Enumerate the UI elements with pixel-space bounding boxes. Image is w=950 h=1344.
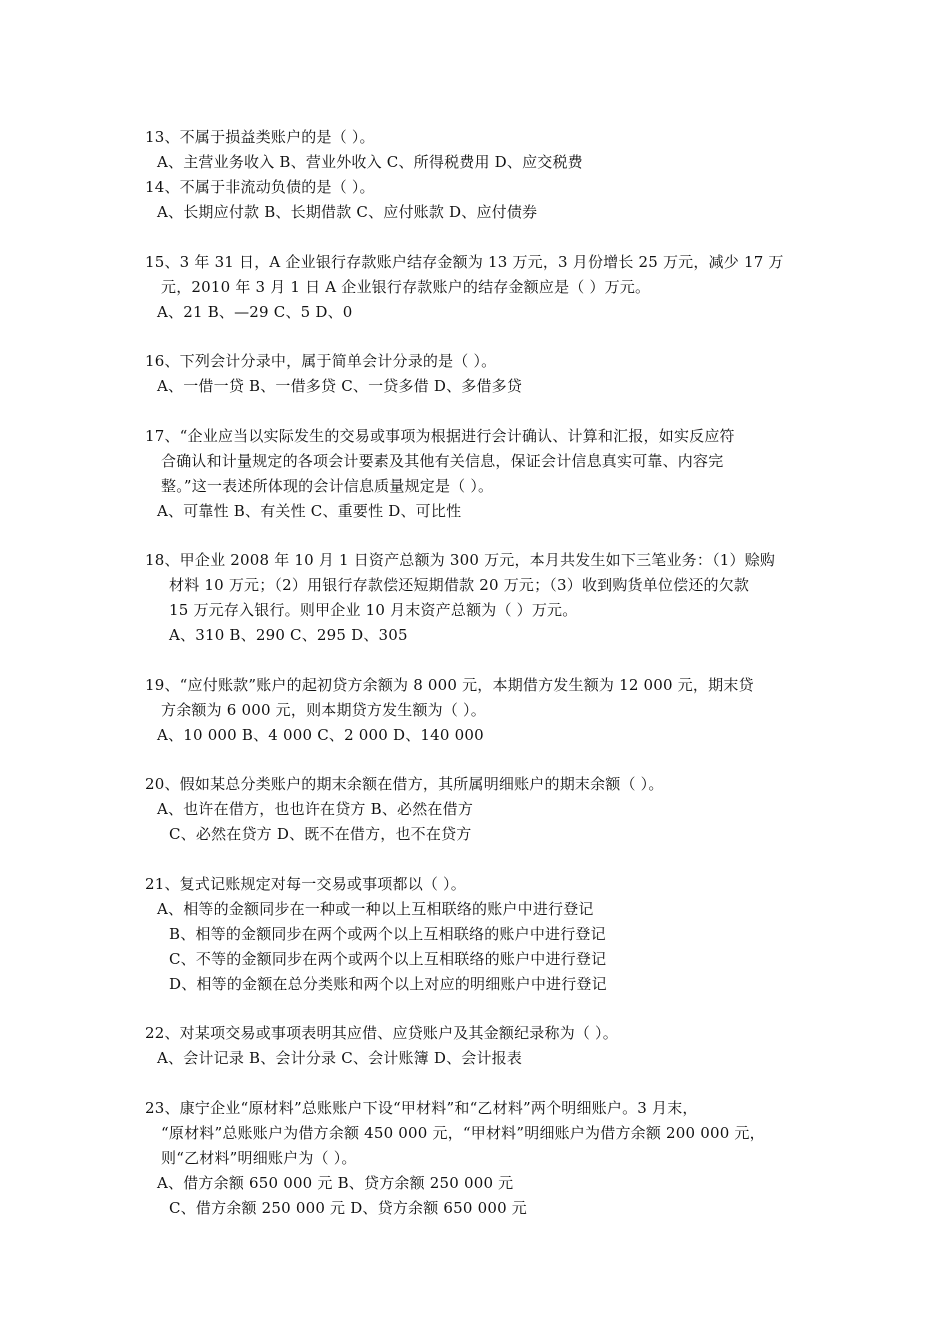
question-18-stem: 材料 10 万元；（2）用银行存款偿还短期借款 20 万元；（3）收到购货单位偿还的欠款	[169, 576, 750, 594]
question-17-options: A、可靠性 B、有关性 C、重要性 D、可比性	[157, 502, 462, 520]
question-17-stem: 17、“企业应当以实际发生的交易或事项为根据进行会计确认、计算和汇报，如实反应符	[145, 427, 735, 445]
question-18-options: A、310 B、290 C、295 D、305	[169, 626, 408, 644]
question-15-options: A、21 B、—29 C、5 D、0	[157, 303, 353, 321]
question-23-stem: 23、康宁企业“原材料”总账账户下设“甲材料”和“乙材料”两个明细账户。3 月末，	[145, 1099, 698, 1117]
question-20-stem: 20、假如某总分类账户的期末余额在借方，其所属明细账户的期末余额（ ）。	[145, 775, 664, 793]
question-21-option: A、相等的金额同步在一种或一种以上互相联络的账户中进行登记	[157, 900, 594, 918]
question-23-stem: “原材料”总账账户为借方余额 450 000 元，“甲材料”明细账户为借方余额 200 000 元，	[161, 1124, 765, 1142]
question-16-options: A、一借一贷 B、一借多贷 C、一贷多借 D、多借多贷	[157, 377, 523, 395]
question-15-stem: 元，2010 年 3 月 1 日 A 企业银行存款账户的结存金额应是（ ）万元。	[161, 278, 651, 296]
question-18-stem: 15 万元存入银行。则甲企业 10 月末资产总额为（ ）万元。	[169, 601, 578, 619]
question-16-stem: 16、下列会计分录中，属于简单会计分录的是（ ）。	[145, 352, 497, 370]
question-17-stem: 整。”这一表述所体现的会计信息质量规定是（ ）。	[161, 477, 494, 495]
question-21-stem: 21、复式记账规定对每一交易或事项都以（ ）。	[145, 875, 466, 893]
question-19-stem: 方余额为 6 000 元，则本期贷方发生额为（ ）。	[161, 701, 486, 719]
question-23-options: C、借方余额 250 000 元 D、贷方余额 650 000 元	[169, 1199, 528, 1217]
question-14-stem: 14、不属于非流动负债的是（ ）。	[145, 178, 375, 196]
question-19-stem: 19、“应付账款”账户的起初贷方余额为 8 000 元，本期借方发生额为 12 000 元，期末贷	[145, 676, 754, 694]
question-20-options: C、必然在贷方 D、既不在借方，也不在贷方	[169, 825, 472, 843]
question-21-option: B、相等的金额同步在两个或两个以上互相联络的账户中进行登记	[169, 925, 606, 943]
question-15-stem: 15、3 年 31 日，A 企业银行存款账户结存金额为 13 万元，3 月份增长 25 万元，减少 17 万	[145, 253, 784, 271]
question-14-options: A、长期应付款 B、长期借款 C、应付账款 D、应付债券	[157, 203, 538, 221]
question-19-options: A、10 000 B、4 000 C、2 000 D、140 000	[157, 726, 484, 744]
question-17-stem: 合确认和计量规定的各项会计要素及其他有关信息，保证会计信息真实可靠、内容完	[161, 452, 724, 470]
question-18-stem: 18、甲企业 2008 年 10 月 1 日资产总额为 300 万元，本月共发生如下三笔业务：（1）赊购	[145, 551, 776, 569]
question-13-stem: 13、不属于损益类账户的是（ ）。	[145, 128, 375, 146]
question-21-option: D、相等的金额在总分类账和两个以上对应的明细账户中进行登记	[169, 975, 607, 993]
question-23-stem: 则“乙材料”明细账户为（ ）。	[161, 1149, 357, 1167]
question-13-options: A、主营业务收入 B、营业外收入 C、所得税费用 D、应交税费	[157, 153, 583, 171]
question-23-options: A、借方余额 650 000 元 B、贷方余额 250 000 元	[157, 1174, 514, 1192]
question-22-stem: 22、对某项交易或事项表明其应借、应贷账户及其金额纪录称为（ ）。	[145, 1024, 618, 1042]
question-21-option: C、不等的金额同步在两个或两个以上互相联络的账户中进行登记	[169, 950, 607, 968]
question-22-options: A、会计记录 B、会计分录 C、会计账簿 D、会计报表	[157, 1049, 523, 1067]
question-20-options: A、也许在借方，也也许在贷方 B、必然在借方	[157, 800, 474, 818]
